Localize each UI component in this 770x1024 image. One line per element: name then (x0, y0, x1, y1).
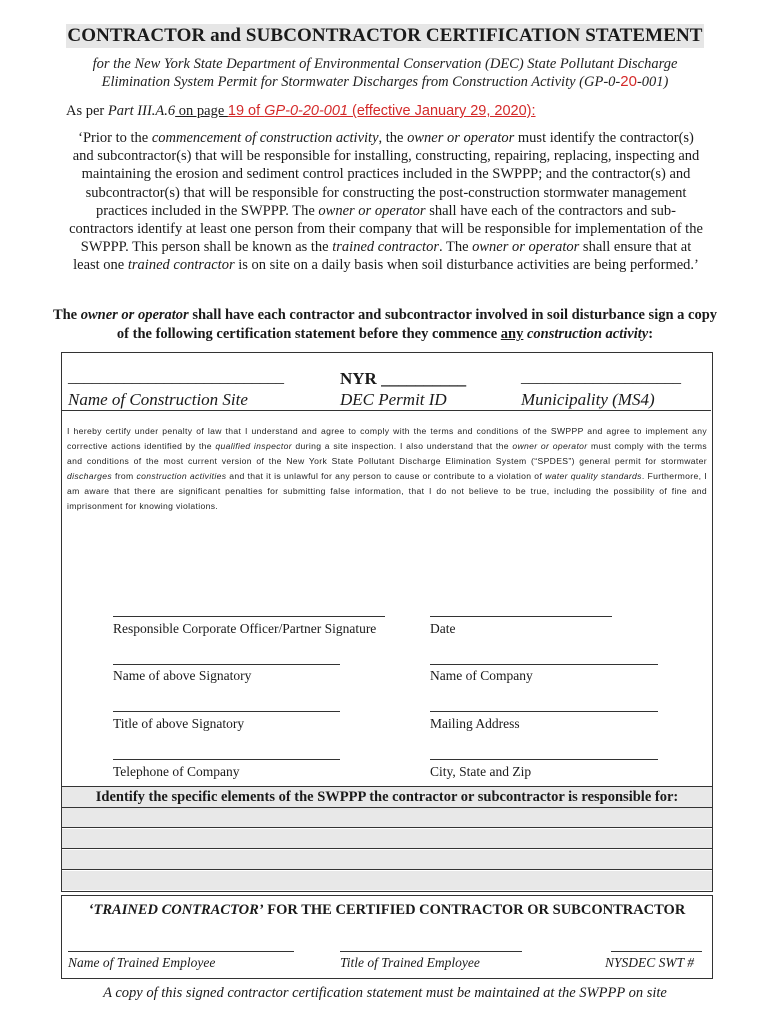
swppp-element-row-1[interactable] (62, 808, 712, 828)
reference-mid: on page (175, 103, 228, 119)
permit-id-label: DEC Permit ID (340, 390, 447, 409)
date-line[interactable] (430, 616, 612, 617)
trained-contractor-italic: ‘TRAINED CONTRACTOR’ (88, 902, 264, 918)
permit-id-input[interactable]: NYR __________ (340, 369, 467, 388)
subtitle-line-1: for the New York State Department of Environmental Conservation (DEC) State Pollutant Discharge (92, 56, 678, 72)
swt-number-line[interactable] (611, 951, 702, 952)
trained-employee-title-label: Title of Trained Employee (340, 955, 480, 970)
swppp-element-row-4[interactable] (62, 871, 712, 890)
certification-statement: I hereby certify under penalty of law that I understand and agree to comply with the terms and conditions of the SWPPP and agree to implement any corrective actions identified by the qualified inspector during a site inspection. I also understand that the owner or operator must comply with the terms and conditions of the most current version of the New York State Pollutant Discharge Elimination System (“SPDES”) general permit for stormwater discharges from construction activities and that it is unlawful for any person to cause or contribute to a violation of water quality standards. Furthermore, I am aware that there are significant penalties for submitting false information, that I do not believe to be true, including the possibility of fine and imprisonment for knowing violations. (67, 426, 707, 511)
site-name-label: Name of Construction Site (68, 390, 248, 409)
certification-instruction: The owner or operator shall have each contractor and subcontractor involved in soil disturbance sign a copy of the following certification statement before they commence any construction activity: (52, 307, 718, 342)
municipality-label: Municipality (MS4) (521, 390, 655, 409)
subtitle (40, 55, 730, 91)
trained-contractor-heading (62, 902, 712, 919)
company-phone-line[interactable] (113, 759, 340, 760)
officer-signature-line[interactable] (113, 616, 385, 617)
mailing-address-label: Mailing Address (430, 716, 520, 731)
reference-prefix: As per (66, 103, 108, 119)
company-name-line[interactable] (430, 664, 658, 665)
trained-employee-name-line[interactable] (68, 951, 294, 952)
footer-note: A copy of this signed contractor certification statement must be maintained at the SWPPP on site (103, 985, 667, 1001)
signatory-name-line[interactable] (113, 664, 340, 665)
mailing-address-line[interactable] (430, 711, 658, 712)
municipality-input[interactable]: ____________________ (521, 369, 681, 386)
signatory-name-label: Name of above Signatory (113, 668, 252, 683)
swppp-element-row-3[interactable] (62, 850, 712, 870)
swppp-element-row-2[interactable] (62, 829, 712, 849)
trained-employee-name-label: Name of Trained Employee (68, 955, 216, 970)
city-state-zip-label: City, State and Zip (430, 764, 532, 779)
company-name-label: Name of Company (430, 668, 533, 683)
officer-signature-label: Responsible Corporate Officer/Partner Signature (113, 621, 377, 636)
subtitle-line-2b: -001) (636, 74, 669, 90)
reference-part: Part III.A.6 (107, 103, 176, 119)
trained-employee-title-line[interactable] (340, 951, 522, 952)
company-phone-label: Telephone of Company (113, 764, 240, 779)
permit-quote: ‘Prior to the commencement of construction activity, the owner or operator must identify the contractor(s) and subcontractor(s) that will be responsible for installing, constructing, repairing, replacing, inspecting and maintaining the erosion and sediment control practices included in the SWPPP; and the contractor(s) and subcontractor(s) that will be responsible for constructing the post-construction stormwater management practices included in the SWPPP. The owner or operator shall have each of the contractors and sub-contractors identify at least one person from their company that will be responsible for implementation of the SWPPP. This person shall be known as the trained contractor. The owner or operator shall ensure that at least one trained contractor is on site on a daily basis when soil disturbance activities are being performed.’ (69, 130, 703, 274)
signatory-title-label: Title of above Signatory (113, 716, 245, 731)
page-title: CONTRACTOR and SUBCONTRACTOR CERTIFICATION STATEMENT (67, 25, 703, 46)
swt-number-label: NYSDEC SWT # (605, 955, 695, 970)
site-name-input[interactable]: ___________________________ (68, 369, 284, 386)
city-state-zip-line[interactable] (430, 759, 658, 760)
permit-year: 20 (620, 73, 637, 90)
swppp-elements-heading: Identify the specific elements of the SWPPP the contractor or subcontractor is responsible for: (62, 787, 712, 808)
subtitle-line-2a: Elimination System Permit for Stormwater Discharges from Construction Activity (GP-0- (101, 74, 621, 90)
date-label: Date (430, 621, 456, 636)
trained-contractor-rest: FOR THE CERTIFIED CONTRACTOR OR SUBCONTRACTOR (263, 902, 686, 918)
signatory-title-line[interactable] (113, 711, 340, 712)
permit-reference (66, 103, 536, 120)
permit-reference-link[interactable]: 19 of GP-0-20-001 (effective January 29, 2020): (227, 103, 536, 119)
